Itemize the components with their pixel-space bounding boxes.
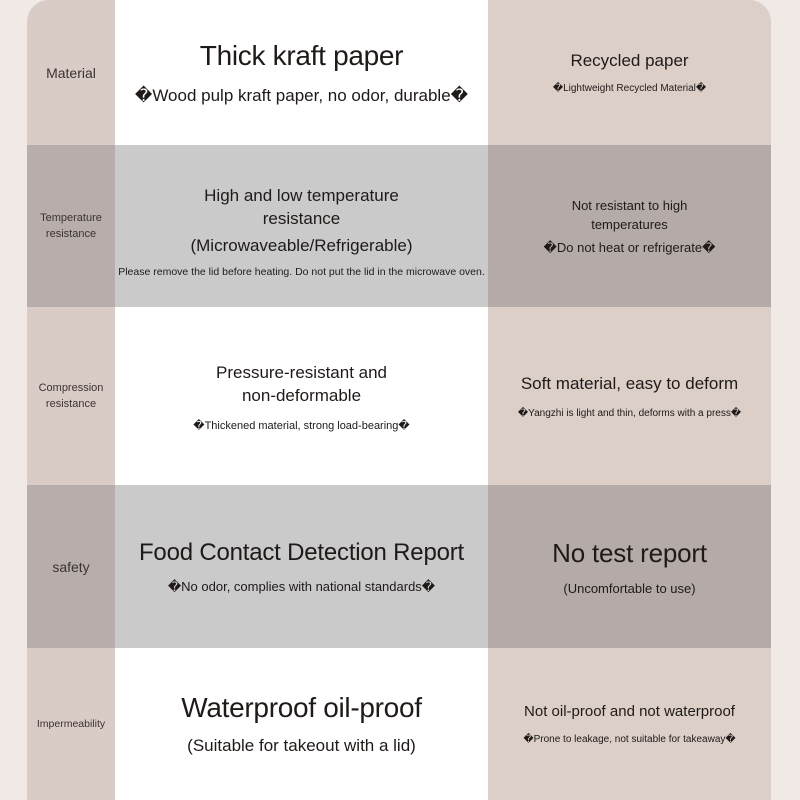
other-product-title: No test report bbox=[552, 537, 707, 568]
other-product-title: Not oil-proof and not waterproof bbox=[524, 703, 735, 720]
other-product-cell bbox=[488, 648, 771, 800]
our-product-title: Pressure-resistant and non-deformable bbox=[215, 362, 388, 405]
table-row-temperature bbox=[27, 145, 771, 307]
our-product-cell bbox=[115, 145, 488, 307]
our-product-subtitle: �Wood pulp kraft paper, no odor, durable� bbox=[134, 85, 469, 105]
our-product-subtitle: (Suitable for takeout with a lid) bbox=[187, 736, 416, 755]
other-product-subtitle: �Lightweight Recycled Material� bbox=[552, 83, 707, 94]
other-product-title: Soft material, easy to deform bbox=[520, 373, 739, 393]
our-product-title: Food Contact Detection Report bbox=[138, 538, 465, 566]
our-product-cell bbox=[115, 307, 488, 485]
row-label: Material bbox=[27, 0, 115, 145]
our-product-subtitle: (Microwaveable/Refrigerable) bbox=[190, 236, 413, 255]
table-row-impermeability bbox=[27, 648, 771, 800]
our-product-subtitle: �No odor, complies with national standards� bbox=[167, 578, 436, 594]
other-product-subtitle: �Prone to leakage, not suitable for takeaway� bbox=[523, 734, 736, 745]
other-product-cell bbox=[488, 145, 771, 307]
table-row-compression bbox=[27, 307, 771, 485]
our-product-subtitle: �Thickened material, strong load-bearing� bbox=[193, 419, 410, 432]
table-row-safety bbox=[27, 485, 771, 648]
our-product-title: Waterproof oil-proof bbox=[181, 692, 422, 723]
row-label: Temperature resistance bbox=[27, 145, 115, 307]
other-product-title: Not resistant to high temperatures bbox=[571, 198, 688, 232]
other-product-cell bbox=[488, 485, 771, 648]
our-product-cell bbox=[115, 0, 488, 145]
other-product-subtitle: �Do not heat or refrigerate� bbox=[543, 240, 716, 255]
other-product-subtitle: �Yangzhi is light and thin, deforms with a press� bbox=[517, 407, 742, 419]
our-product-note: Please remove the lid before heating. Do not put the lid in the microwave oven. bbox=[118, 266, 485, 278]
row-label: Impermeability bbox=[27, 648, 115, 800]
other-product-cell bbox=[488, 307, 771, 485]
row-label: safety bbox=[27, 485, 115, 648]
our-product-cell bbox=[115, 485, 488, 648]
other-product-subtitle: (Uncomfortable to use) bbox=[563, 580, 696, 596]
our-product-title: High and low temperature resistance bbox=[204, 186, 399, 228]
table-row-material bbox=[27, 0, 771, 145]
row-label: Compression resistance bbox=[27, 307, 115, 485]
other-product-cell bbox=[488, 0, 771, 145]
other-product-title: Recycled paper bbox=[570, 51, 689, 70]
our-product-cell bbox=[115, 648, 488, 800]
our-product-title: Thick kraft paper bbox=[199, 39, 404, 71]
comparison-table bbox=[27, 0, 771, 800]
